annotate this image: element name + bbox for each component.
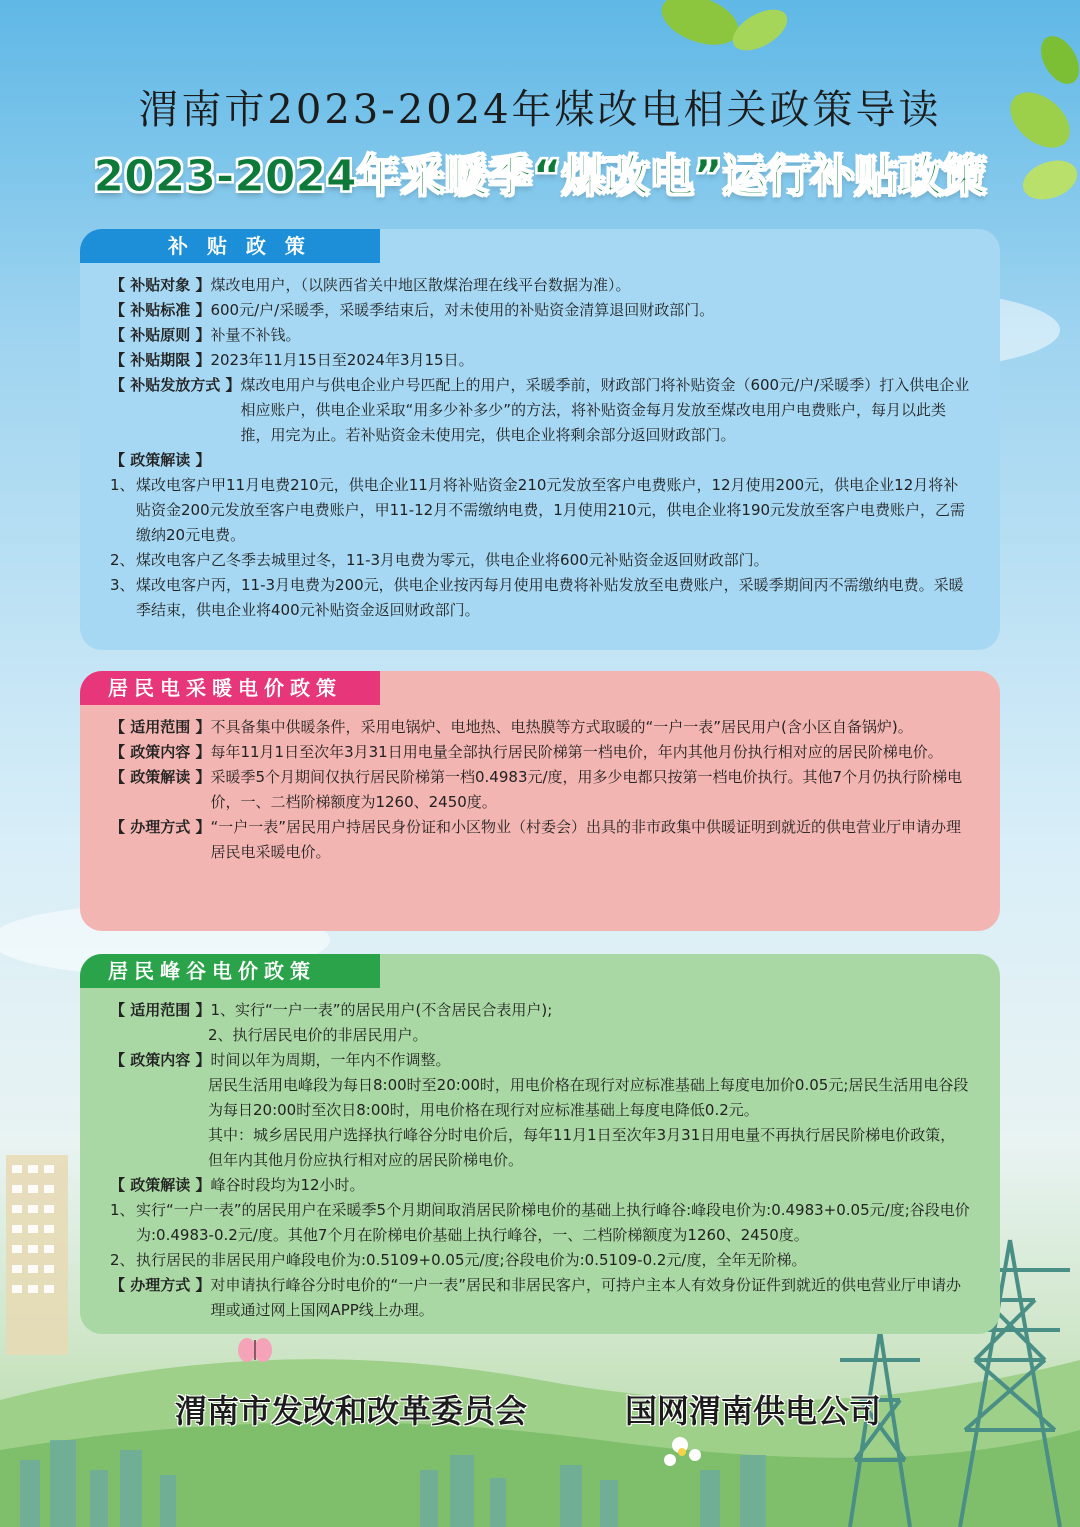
butterfly [238, 1338, 272, 1362]
row-key: 【 政策内容 】 [110, 1051, 211, 1069]
list-item [110, 1248, 970, 1273]
peak-valley-tag: 居民峰谷电价政策 [80, 954, 380, 988]
row-value: “一户一表”居民用户持居民身份证和小区物业（村委会）出具的非市政集中供暖证明到就近的供电营业厅申请办理居民电采暖电价。 [210, 818, 962, 861]
peak-row [110, 1273, 970, 1323]
scope-line: 2、执行居民电价的非居民用户。 [208, 1026, 428, 1044]
row-value: 不具备集中供暖条件，采用电锅炉、电地热、电热膜等方式取暖的“一户一表”居民用户(含小区自备锅炉)。 [210, 718, 913, 736]
row-key: 【 政策解读 】 [110, 1176, 211, 1194]
content-paragraph: 其中：城乡居民用户选择执行峰谷分时电价后，每年11月1日至次年3月31日用电量不再执行居民阶梯电价政策，但年内其他月份应执行相对应的居民阶梯电价。 [208, 1126, 956, 1169]
subsidy-row [110, 298, 970, 323]
heating-row [110, 715, 970, 740]
row-key: 【 补贴发放方式 】 [110, 376, 241, 394]
row-value: 时间以年为周期，一年内不作调整。 [210, 1051, 451, 1069]
page-subtitle: 2023-2024年采暖季“煤改电”运行补贴政策 [93, 151, 987, 202]
item-number: 2、 [110, 551, 135, 569]
row-key: 【 办理方式 】 [110, 818, 211, 836]
subsidy-policy-panel [80, 229, 1000, 650]
row-key: 【 补贴期限 】 [110, 351, 211, 369]
building-left [6, 1155, 68, 1355]
heating-price-panel [80, 671, 1000, 931]
row-key: 【 办理方式 】 [110, 1276, 211, 1294]
row-value: 煤改电用户与供电企业户号匹配上的用户，采暖季前，财政部门将补贴资金（600元/户/采暖季）打入供电企业相应账户，供电企业采取“用多少补多少”的方法，将补贴资金每月发放至煤改电用户电费账户，每月以此类推，用完为止。若补贴资金未使用完，供电企业将剩余部分返回财政部门。 [240, 376, 970, 444]
list-item [110, 473, 970, 548]
list-item [110, 1198, 970, 1248]
footer-left-org: 渭南市发改和改革委员会 [175, 1392, 528, 1430]
row-value: 1、实行“一户一表”的居民用户(不含居民合表用户); [210, 1001, 553, 1019]
subsidy-row [110, 323, 970, 348]
subsidy-row [110, 373, 970, 448]
item-text: 实行“一户一表”的居民用户在采暖季5个月期间取消居民阶梯电价的基础上执行峰谷:峰段电价为:0.4983+0.05元/度;谷段电价为:0.4983-0.2元/度。其他7个月在阶梯电价基础上执行峰谷，一、二档阶梯额度为1260、2450度。 [136, 1201, 970, 1244]
item-number: 1、 [110, 476, 135, 494]
item-text: 煤改电客户丙，11-3月电费为200元，供电企业按丙每月使用电费将补贴发放至电费账户，采暖季期间丙不需缴纳电费。采暖季结束，供电企业将400元补贴资金返回财政部门。 [136, 576, 964, 619]
row-key: 【 补贴标准 】 [110, 301, 211, 319]
subsidy-row [110, 273, 970, 298]
row-value: 峰谷时段均为12小时。 [210, 1176, 365, 1194]
row-value: 每年11月1日至次年3月31日用电量全部执行居民阶梯第一档电价，年内其他月份执行相对应的居民阶梯电价。 [210, 743, 943, 761]
interpret-heading [110, 448, 970, 473]
subsidy-row [110, 348, 970, 373]
row-key: 【 补贴对象 】 [110, 276, 211, 294]
peak-row [110, 1173, 970, 1198]
row-key: 【 补贴原则 】 [110, 326, 211, 344]
row-value: 采暖季5个月期间仅执行居民阶梯第一档0.4983元/度，用多少电都只按第一档电价执行。其他7个月仍执行阶梯电价，一、二档阶梯额度为1260、2450度。 [210, 768, 963, 811]
peak-row [110, 998, 970, 1023]
list-item [110, 573, 970, 623]
row-value: 补量不补钱。 [210, 326, 301, 344]
row-key: 【 政策内容 】 [110, 743, 211, 761]
list-item [110, 548, 970, 573]
item-text: 煤改电客户甲11月电费210元，供电企业11月将补贴资金210元发放至客户电费账户，12月使用200元，供电企业12月将补贴资金200元发放至客户电费账户，甲11-12月不需缴纳电费，1月使用210元，供电企业将190元发放至客户电费账户，乙需缴纳20元电费。 [136, 476, 966, 544]
row-key: 【 适用范围 】 [110, 1001, 211, 1019]
item-text: 执行居民的非居民用户峰段电价为:0.5109+0.05元/度;谷段电价为:0.5109-0.2元/度，全年无阶梯。 [136, 1251, 807, 1269]
row-value: 600元/户/采暖季，采暖季结束后，对未使用的补贴资金清算退回财政部门。 [210, 301, 715, 319]
item-number: 3、 [110, 576, 135, 594]
item-text: 煤改电客户乙冬季去城里过冬，11-3月电费为零元，供电企业将600元补贴资金返回财政部门。 [136, 551, 769, 569]
row-value: 对申请执行峰谷分时电价的“一户一表”居民和非居民客户，可持户主本人有效身份证件到就近的供电营业厅申请办理或通过网上国网APP线上办理。 [210, 1276, 962, 1319]
row-value: 2023年11月15日至2024年3月15日。 [210, 351, 474, 369]
heating-price-tag: 居民电采暖电价政策 [80, 671, 380, 705]
row-key: 【 政策解读 】 [110, 768, 211, 786]
item-number: 1、 [110, 1201, 135, 1219]
footer-right-org: 国网渭南供电公司 [625, 1392, 882, 1430]
content-paragraph: 居民生活用电峰段为每日8:00时至20:00时，用电价格在现行对应标准基础上每度电加价0.05元;居民生活用电谷段为每日20:00时至次日8:00时，用电价格在现行对应标准基础上每度电降低0.2元。 [208, 1076, 969, 1119]
subsidy-policy-tag: 补 贴 政 策 [80, 229, 380, 263]
page-title: 渭南市2023-2024年煤改电相关政策导读 [138, 87, 942, 133]
item-number: 2、 [110, 1251, 135, 1269]
heating-row [110, 765, 970, 815]
peak-row [110, 1048, 970, 1073]
row-key: 【 政策解读 】 [110, 451, 211, 469]
heating-row [110, 815, 970, 865]
row-value: 煤改电用户，（以陕西省关中地区散煤治理在线平台数据为准）。 [210, 276, 631, 294]
row-key: 【 适用范围 】 [110, 718, 211, 736]
peak-valley-panel [80, 954, 1000, 1334]
heating-row [110, 740, 970, 765]
